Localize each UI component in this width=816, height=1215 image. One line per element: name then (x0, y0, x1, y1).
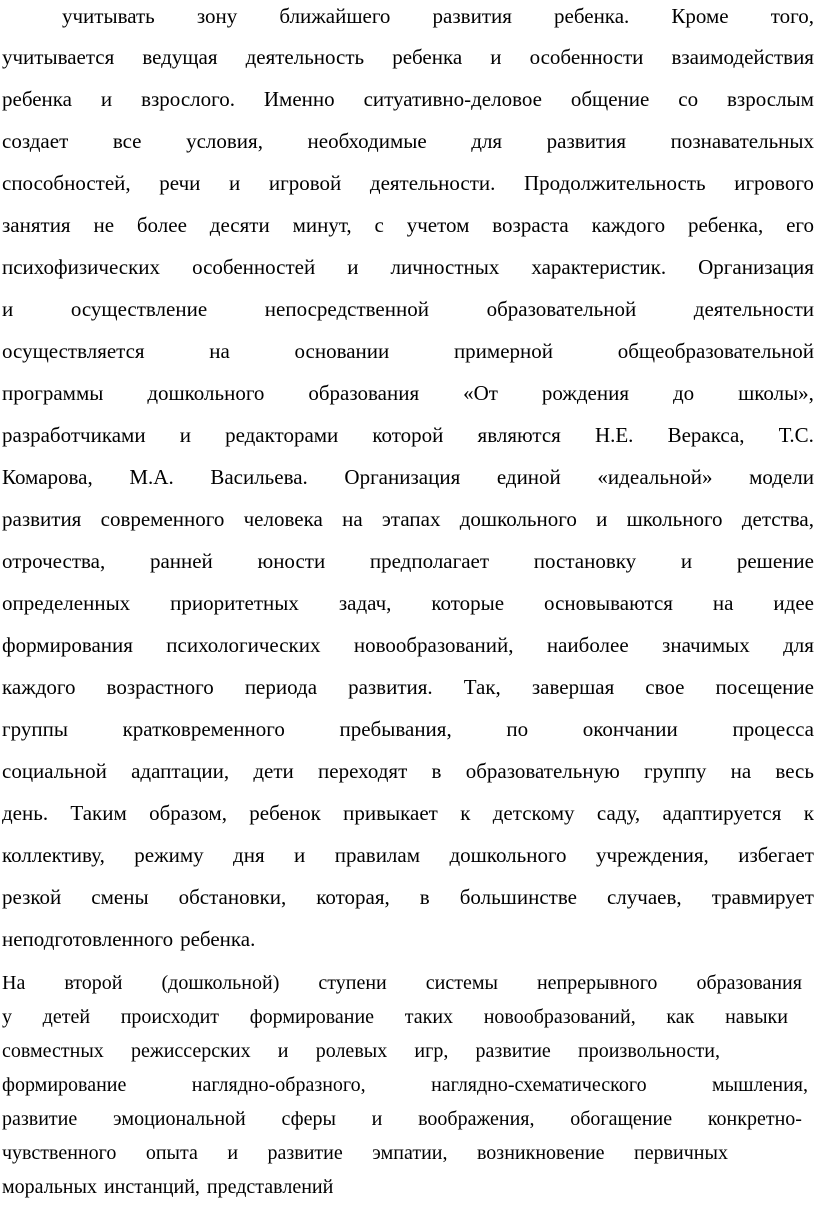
word: все (112, 129, 142, 153)
word: возраста (492, 213, 569, 237)
word: и (100, 87, 113, 111)
word: ребенка. (554, 4, 630, 28)
word: опыта (145, 1142, 198, 1164)
text-line (2, 380, 814, 406)
text-line (2, 926, 814, 952)
word: развития. (348, 675, 433, 699)
word: личностных (390, 255, 500, 279)
word: дети (253, 759, 294, 783)
text-line (2, 1106, 802, 1132)
word: (дошкольной) (161, 972, 280, 994)
word: Таким (70, 801, 127, 825)
word: чувственного (2, 1142, 117, 1164)
text-line (2, 590, 814, 616)
word: посещение (715, 675, 814, 699)
word: ребенка, (687, 213, 764, 237)
word: ближайшего (279, 4, 391, 28)
word: ранней (149, 549, 213, 573)
text-line (2, 1072, 808, 1098)
word: развития (546, 129, 627, 153)
text-line (2, 884, 814, 910)
text-line (2, 212, 814, 238)
word: непосредственной (264, 297, 429, 321)
word: которой (372, 423, 444, 447)
word: игр, (414, 1040, 449, 1062)
word: создает (2, 129, 69, 153)
word: Т.С. (778, 423, 814, 447)
word: Комарова, (2, 465, 93, 489)
word: инстанций, (103, 1176, 200, 1198)
word: эмпатии, (372, 1142, 448, 1164)
word: Так, (463, 675, 501, 699)
text-line (2, 842, 814, 868)
word: модели (749, 465, 814, 489)
word: Веракса, (667, 423, 745, 447)
word: психофизических (2, 255, 161, 279)
word: общение (570, 87, 650, 111)
word: первичных (634, 1142, 728, 1164)
word: основании (294, 339, 390, 363)
word: на (209, 339, 230, 363)
word: осуществляется (2, 339, 145, 363)
word: день. (2, 801, 49, 825)
text-line (2, 338, 814, 364)
word: занятия (2, 213, 71, 237)
word: для (783, 633, 814, 657)
word: коллективу, (2, 843, 105, 867)
text-line (2, 1174, 814, 1200)
word: в (419, 885, 430, 909)
word: «От (463, 381, 498, 405)
word: правилам (334, 843, 421, 867)
word: завершая (531, 675, 615, 699)
word: решение (736, 549, 814, 573)
text-line (2, 1038, 720, 1064)
word: дошкольного (459, 507, 577, 531)
word: отрочества, (2, 549, 106, 573)
text-line (2, 128, 814, 154)
word: и (227, 1142, 239, 1164)
word: режиссерских (131, 1040, 251, 1062)
word: деятельности (693, 297, 814, 321)
word: дошкольного (449, 843, 567, 867)
word: до (672, 381, 695, 405)
word: ситуативно-деловое (363, 87, 542, 111)
word: ведущая (142, 45, 218, 69)
word: периода (244, 675, 318, 699)
text-line (62, 3, 814, 29)
word: по (506, 717, 529, 741)
word: особенностей (192, 255, 316, 279)
word: переходят (318, 759, 408, 783)
word: наглядно-образного, (191, 1074, 366, 1096)
word: режиму (134, 843, 204, 867)
word: детства, (741, 507, 814, 531)
word: Именно (263, 87, 335, 111)
text-line (2, 674, 814, 700)
word: примерной (453, 339, 554, 363)
word: условия, (186, 129, 263, 153)
word: редакторами (225, 423, 339, 447)
text-line (2, 716, 814, 742)
word: которые (431, 591, 505, 615)
text-line (2, 970, 802, 996)
word: пребывания, (339, 717, 452, 741)
word: постановку (533, 549, 637, 573)
word: адаптируется (662, 801, 782, 825)
word: и (490, 45, 502, 69)
word: неподготовленного (2, 927, 174, 951)
word: развитие (267, 1142, 343, 1164)
word: процесса (732, 717, 814, 741)
word: новообразований, (353, 633, 514, 657)
word: таких (404, 1006, 454, 1028)
word: образовательной (486, 297, 637, 321)
word: системы (425, 972, 498, 994)
word: у (2, 1006, 12, 1028)
word: предполагает (369, 549, 490, 573)
word: произвольности, (578, 1040, 720, 1062)
word: приоритетных (170, 591, 299, 615)
word: со (678, 87, 699, 111)
word: школы», (738, 381, 814, 405)
text-line (2, 632, 814, 658)
word: учетом (406, 213, 470, 237)
word: определенных (2, 591, 131, 615)
word: характеристик. (531, 255, 667, 279)
word: человека (243, 507, 323, 531)
word: десяти (209, 213, 270, 237)
word: на (712, 591, 734, 615)
word: минут, (292, 213, 352, 237)
word: деятельности. (369, 171, 496, 195)
text-line (2, 758, 814, 784)
word: воображения, (418, 1108, 535, 1130)
word: наглядно-схематического (431, 1074, 647, 1096)
word: учитывать (62, 4, 155, 28)
word: основываются (544, 591, 673, 615)
word: идее (773, 591, 814, 615)
word: и (596, 507, 608, 531)
word: особенности (529, 45, 644, 69)
word: ребенок (249, 801, 321, 825)
word: сферы (281, 1108, 336, 1130)
word: речи (159, 171, 201, 195)
word: мышления, (712, 1074, 808, 1096)
word: более (136, 213, 187, 237)
word: детскому (492, 801, 575, 825)
word: и (347, 255, 359, 279)
text-line (2, 1004, 788, 1030)
word: и (371, 1108, 383, 1130)
word: непрерывного (536, 972, 658, 994)
word: представлений (206, 1176, 334, 1198)
word: единой (496, 465, 561, 489)
word: окончании (582, 717, 678, 741)
word: формирования (2, 633, 133, 657)
word: юности (257, 549, 326, 573)
word: в (431, 759, 442, 783)
text-line (2, 44, 814, 70)
word: формирование (249, 1006, 375, 1028)
word: случаев, (606, 885, 682, 909)
text-line (2, 254, 814, 280)
text-line (2, 86, 814, 112)
word: не (93, 213, 115, 237)
word: новообразований, (483, 1006, 636, 1028)
word: М.А. (129, 465, 174, 489)
word: дошкольного (147, 381, 265, 405)
word: резкой (2, 885, 62, 909)
word: конкретно- (707, 1108, 802, 1130)
word: игровой (268, 171, 342, 195)
word: познавательных (670, 129, 814, 153)
word: дня (233, 843, 265, 867)
word: ребенка. (180, 927, 256, 951)
text-line (2, 548, 814, 574)
word: эмоциональной (113, 1108, 246, 1130)
text-line (2, 296, 814, 322)
word: травмирует (711, 885, 814, 909)
word: развитие (2, 1108, 78, 1130)
word: образования (696, 972, 802, 994)
word: на (342, 507, 363, 531)
word: учитывается (2, 45, 115, 69)
word: осуществление (70, 297, 208, 321)
word: формирование (2, 1074, 127, 1096)
word: развитие (475, 1040, 551, 1062)
word: избегает (738, 843, 814, 867)
text-line (2, 464, 814, 490)
word: и (294, 843, 306, 867)
word: значимых (662, 633, 750, 657)
word: саду, (596, 801, 641, 825)
word: наиболее (546, 633, 629, 657)
word: с (374, 213, 384, 237)
word: каждого (2, 675, 76, 699)
word: «идеальной» (597, 465, 713, 489)
word: и (277, 1040, 289, 1062)
word: зону (196, 4, 238, 28)
word: к (460, 801, 471, 825)
word: ступени (318, 972, 387, 994)
word: группы (2, 717, 68, 741)
word: образования (308, 381, 420, 405)
word: обстановки, (178, 885, 287, 909)
word: ребенка (2, 87, 72, 111)
text-line (2, 422, 814, 448)
word: смены (91, 885, 149, 909)
word: и (2, 297, 14, 321)
word: того, (770, 4, 814, 28)
word: современного (100, 507, 225, 531)
word: как (666, 1006, 695, 1028)
word: Н.Е. (594, 423, 634, 447)
word: ролевых (315, 1040, 388, 1062)
word: Кроме (671, 4, 729, 28)
word: весь (775, 759, 814, 783)
word: На (2, 972, 26, 994)
word: Продолжительность (523, 171, 706, 195)
word: этапах (381, 507, 441, 531)
word: социальной (2, 759, 107, 783)
word: на (730, 759, 752, 783)
text-line (2, 506, 814, 532)
word: возрастного (106, 675, 214, 699)
word: взаимодействия (671, 45, 814, 69)
word: обогащение (570, 1108, 673, 1130)
word: кратковременного (122, 717, 285, 741)
text-line (2, 800, 814, 826)
word: моральных (2, 1176, 97, 1198)
word: группу (644, 759, 707, 783)
word: задач, (338, 591, 392, 615)
word: свое (645, 675, 685, 699)
word: большинстве (459, 885, 577, 909)
word: возникновение (477, 1142, 605, 1164)
word: для (471, 129, 503, 153)
word: рождения (541, 381, 629, 405)
word: школьного (626, 507, 723, 531)
word: ребенка (392, 45, 463, 69)
word: которая, (316, 885, 390, 909)
word: игрового (734, 171, 814, 195)
word: способностей, (2, 171, 131, 195)
text-line (2, 170, 814, 196)
word: Организация (698, 255, 814, 279)
word: адаптации, (131, 759, 230, 783)
word: к (803, 801, 814, 825)
word: происходит (120, 1006, 220, 1028)
word: и (179, 423, 191, 447)
word: развития (2, 507, 82, 531)
word: привыкает (343, 801, 438, 825)
word: разработчиками (2, 423, 146, 447)
word: общеобразовательной (617, 339, 814, 363)
word: Васильева. (210, 465, 308, 489)
word: каждого (591, 213, 666, 237)
word: его (786, 213, 814, 237)
word: являются (477, 423, 561, 447)
word: необходимые (307, 129, 427, 153)
word: Организация (344, 465, 461, 489)
word: развития (432, 4, 512, 28)
word: и (229, 171, 241, 195)
word: взрослым (727, 87, 814, 111)
word: навыки (725, 1006, 788, 1028)
word: второй (64, 972, 123, 994)
word: взрослого. (141, 87, 235, 111)
word: деятельность (245, 45, 365, 69)
word: образовательную (465, 759, 620, 783)
word: детей (42, 1006, 91, 1028)
word: учреждения, (595, 843, 709, 867)
word: образом, (149, 801, 227, 825)
word: психологических (166, 633, 321, 657)
word: программы (2, 381, 104, 405)
text-line (2, 1140, 728, 1166)
word: и (680, 549, 693, 573)
word: совместных (2, 1040, 104, 1062)
